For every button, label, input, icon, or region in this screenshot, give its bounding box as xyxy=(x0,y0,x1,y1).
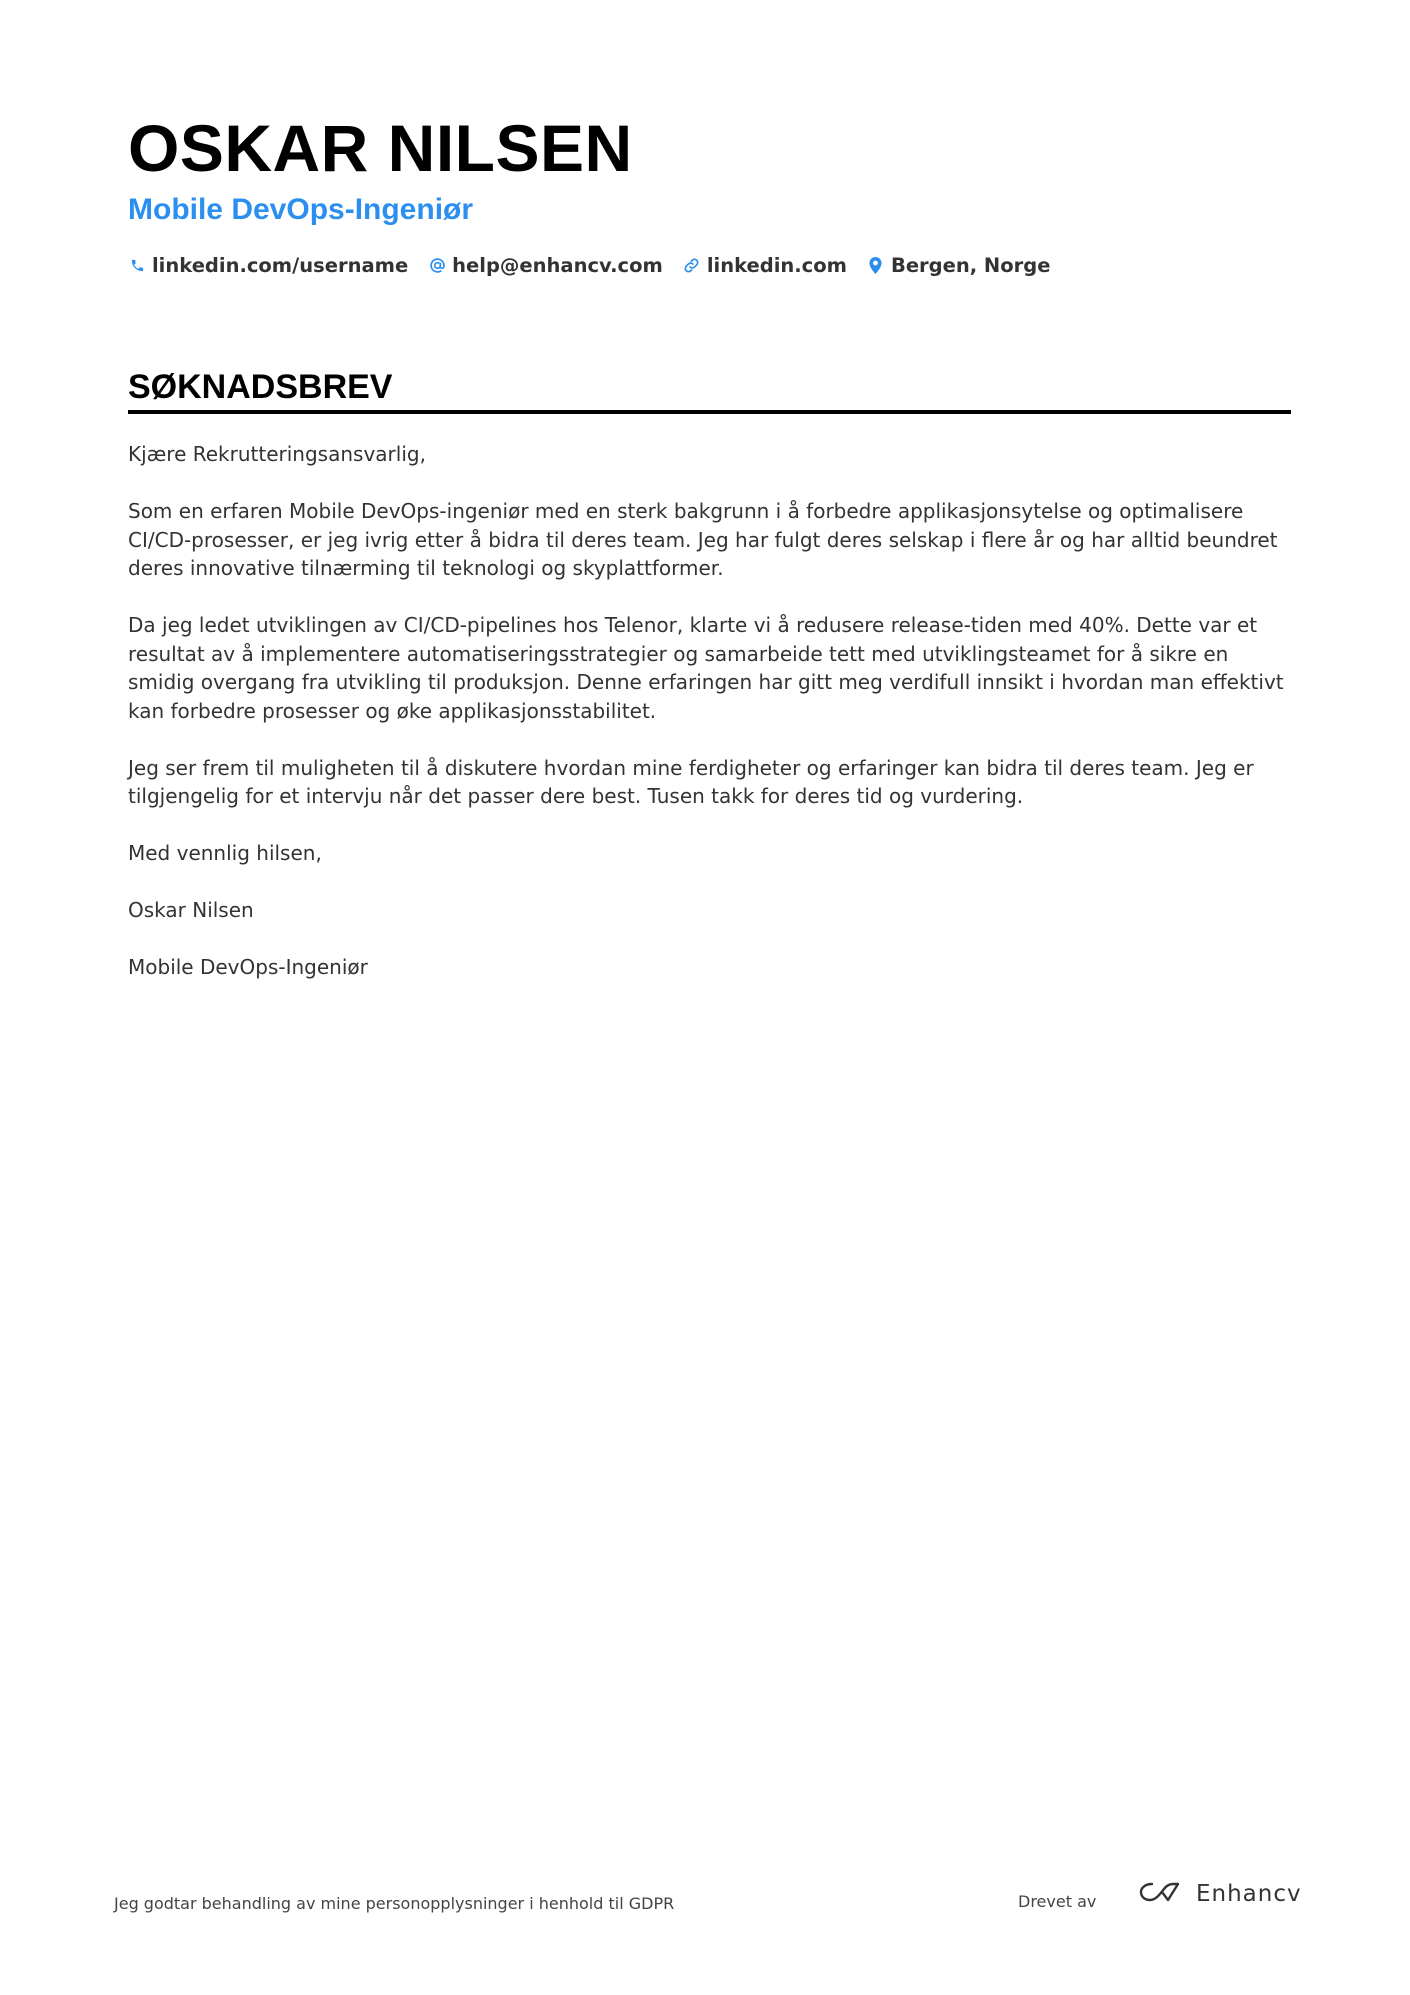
gdpr-consent-text: Jeg godtar behandling av mine personopplysninger i henhold til GDPR xyxy=(114,1894,675,1913)
enhancv-logo-icon xyxy=(1138,1880,1184,1908)
section-title: SØKNADSBREV xyxy=(128,368,393,406)
contact-phone-text: linkedin.com/username xyxy=(152,254,409,277)
letter-paragraph: Da jeg ledet utviklingen av CI/CD-pipelines hos Telenor, klarte vi å redusere release-tiden med 40%. Dette var et resultat av å implementere automatiseringsstrategier og samarbeide tett med utviklingsteamet for å sikre en smidig overgang fra utvikling til produksjon. Denne erfaringen har gitt meg verdifull innsikt i hvordan man effektivt kan forbedre prosesser og øke applikasjonsstabilitet. xyxy=(128,613,1284,723)
letter-paragraph: Som en erfaren Mobile DevOps-ingeniør med en sterk bakgrunn i å forbedre applikasjonsytelse og optimalisere CI/CD-prosesser, er jeg ivrig etter å bidra til deres team. Jeg har fulgt deres selskap i flere år og har alltid beundret deres innovative tilnærming til teknologi og skyplattformer. xyxy=(128,499,1278,580)
signature-name: Oskar Nilsen xyxy=(128,898,254,922)
applicant-name: OSKAR NILSEN xyxy=(128,111,633,185)
applicant-job-title: Mobile DevOps-Ingeniør xyxy=(128,193,474,226)
letter-body xyxy=(128,440,1291,1010)
contact-website-text: linkedin.com xyxy=(706,254,847,277)
signature-title: Mobile DevOps-Ingeniør xyxy=(128,955,368,979)
letter-paragraph: Jeg ser frem til muligheten til å diskutere hvordan mine ferdigheter og erfaringer kan bidra til deres team. Jeg er tilgjengelig for et intervju når det passer dere best. Tusen takk for deres tid og vurdering. xyxy=(128,755,1254,808)
contact-email[interactable] xyxy=(428,254,663,277)
contact-location-text: Bergen, Norge xyxy=(890,254,1051,277)
contact-location xyxy=(867,254,1051,277)
at-icon xyxy=(428,257,446,275)
section-divider xyxy=(128,410,1291,414)
link-icon xyxy=(683,257,701,275)
contact-bar xyxy=(128,254,1070,277)
enhancv-brand-name: Enhancv xyxy=(1196,1881,1302,1907)
enhancv-logo[interactable] xyxy=(1138,1880,1302,1908)
powered-by-label: Drevet av xyxy=(1018,1892,1097,1911)
phone-icon xyxy=(128,257,146,275)
contact-phone[interactable] xyxy=(128,254,408,277)
letter-greeting: Kjære Rekrutteringsansvarlig, xyxy=(128,442,426,466)
location-pin-icon xyxy=(867,257,885,275)
letter-closing: Med vennlig hilsen, xyxy=(128,841,322,865)
contact-email-text: help@enhancv.com xyxy=(452,254,663,277)
contact-website[interactable] xyxy=(683,254,847,277)
